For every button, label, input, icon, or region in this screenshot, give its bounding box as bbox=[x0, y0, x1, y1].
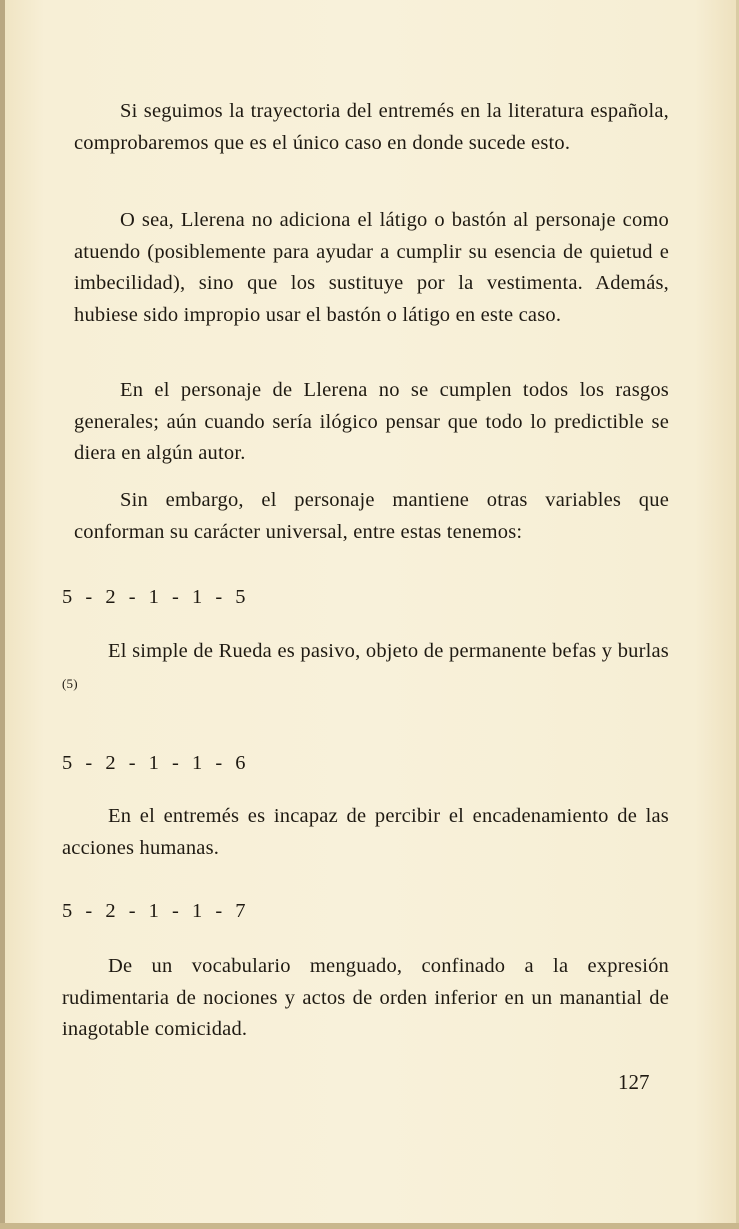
page-number: 127 bbox=[618, 1070, 650, 1094]
item-text: El simple de Rueda es pasivo, objeto de permanente befas y burlas bbox=[108, 640, 669, 662]
paragraph-4: Sin embargo, el personaje mantiene otras variables que conforman su carácter universal, entre estas tenemos: bbox=[74, 489, 669, 543]
code-5-2-1-1-7: 5 - 2 - 1 - 1 - 7 bbox=[62, 900, 250, 922]
paragraph-3: En el personaje de Llerena no se cumplen todos los rasgos generales; aún cuando sería ilógico pensar que todo lo predictible se diera en algún autor. bbox=[74, 379, 669, 464]
page-bottom-edge bbox=[0, 1223, 739, 1229]
code-5-2-1-1-5: 5 - 2 - 1 - 1 - 5 bbox=[62, 586, 250, 608]
footnote-reference: (5) bbox=[62, 675, 78, 691]
code-5-2-1-1-6: 5 - 2 - 1 - 1 - 6 bbox=[62, 752, 250, 774]
page-left-edge bbox=[0, 0, 5, 1229]
item-5-2-1-1-7: De un vocabulario menguado, confinado a la expresión rudimentaria de nociones y actos de orden inferior en un manantial de inagotable comicidad. bbox=[62, 955, 669, 1040]
item-5-2-1-1-5 bbox=[62, 636, 669, 705]
paragraph-2: O sea, Llerena no adiciona el látigo o bastón al personaje como atuendo (posiblemente para ayudar a cumplir su esencia de quietud e imbecilidad), sino que los sustituye por la vestimenta. Además, hubiese sido impropio usar el bastón o látigo en este caso. bbox=[74, 209, 669, 326]
paragraph-1: Si seguimos la trayectoria del entremés en la literatura española, comprobaremos que es el único caso en donde sucede esto. bbox=[74, 100, 669, 154]
item-5-2-1-1-6: En el entremés es incapaz de percibir el encadenamiento de las acciones humanas. bbox=[62, 805, 669, 859]
